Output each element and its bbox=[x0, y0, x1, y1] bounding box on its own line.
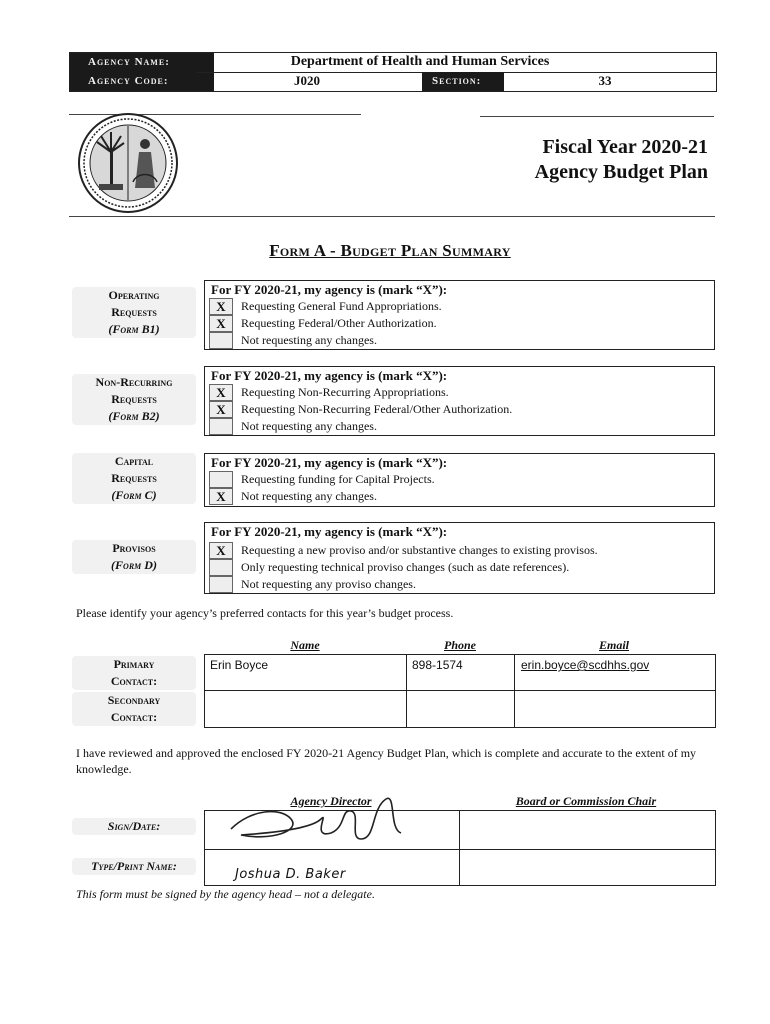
contact-phone-header: Phone bbox=[443, 638, 476, 652]
section-label-line: Provisos bbox=[112, 541, 156, 555]
agency-name-value: Department of Health and Human Services bbox=[290, 54, 550, 69]
fiscal-year-title: Fiscal Year 2020-21 bbox=[542, 136, 708, 158]
delegate-note: This form must be signed by the agency head – not a delegate. bbox=[76, 887, 375, 901]
contact-email-header: Email bbox=[598, 638, 629, 652]
section-heading: For FY 2020-21, my agency is (mark “X”): bbox=[211, 368, 448, 383]
capital-requests-box bbox=[204, 453, 715, 507]
capital-requests-label bbox=[72, 453, 196, 504]
agency-name-label: Agency Name: bbox=[70, 53, 214, 72]
section-form-ref: (Form B1) bbox=[108, 322, 160, 336]
non-recurring-requests-label bbox=[72, 374, 196, 425]
row-divider bbox=[205, 690, 715, 691]
section-label-line: Requests bbox=[111, 305, 157, 319]
option-checkbox[interactable]: X bbox=[209, 488, 233, 505]
option-label: Not requesting any proviso changes. bbox=[241, 577, 416, 591]
type-print-name-label: Type/Print Name: bbox=[72, 858, 196, 875]
section-heading: For FY 2020-21, my agency is (mark “X”): bbox=[211, 524, 448, 539]
option-label: Not requesting any changes. bbox=[241, 489, 377, 503]
col-divider bbox=[514, 655, 515, 727]
agency-code-label: Agency Code: bbox=[70, 72, 214, 91]
primary-phone-field[interactable]: 898-1574 bbox=[412, 658, 463, 672]
state-seal-icon bbox=[77, 112, 179, 214]
section-label-line: Operating bbox=[108, 288, 160, 302]
signature-table bbox=[204, 810, 716, 886]
option-label: Requesting General Fund Appropriations. bbox=[241, 299, 442, 313]
section-form-ref: (Form B2) bbox=[108, 409, 160, 423]
option-checkbox[interactable] bbox=[209, 471, 233, 488]
col-divider bbox=[459, 811, 460, 885]
sign-date-label: Sign/Date: bbox=[72, 818, 196, 835]
director-printed-name[interactable]: Joshua D. Baker bbox=[235, 867, 346, 882]
primary-email-field[interactable]: erin.boyce@scdhhs.gov bbox=[521, 658, 650, 672]
option-label: Not requesting any changes. bbox=[241, 419, 377, 433]
bottom-rule bbox=[69, 216, 715, 217]
option-checkbox[interactable]: X bbox=[209, 315, 233, 332]
contacts-table bbox=[204, 654, 716, 728]
agency-header bbox=[69, 52, 717, 92]
option-checkbox[interactable] bbox=[209, 576, 233, 593]
option-label: Only requesting technical proviso changes (such as date references). bbox=[241, 560, 570, 574]
contact-label-line: Contact: bbox=[110, 710, 158, 724]
certification-statement: I have reviewed and approved the enclosed FY 2020-21 Agency Budget Plan, which is complete and accurate to the extent of my knowledge. bbox=[76, 746, 697, 776]
option-checkbox[interactable]: X bbox=[209, 298, 233, 315]
form-title: Form A - Budget Plan Summary bbox=[269, 241, 511, 260]
section-heading: For FY 2020-21, my agency is (mark “X”): bbox=[211, 282, 448, 297]
option-label: Requesting Non-Recurring Federal/Other Authorization. bbox=[241, 402, 513, 416]
provisos-label bbox=[72, 540, 196, 574]
option-label: Requesting Federal/Other Authorization. bbox=[241, 316, 437, 330]
top-rule-right bbox=[480, 116, 714, 117]
option-checkbox[interactable] bbox=[209, 559, 233, 576]
section-label-line: Requests bbox=[111, 471, 157, 485]
budget-plan-title: Agency Budget Plan bbox=[534, 161, 708, 183]
non-recurring-requests-box bbox=[204, 366, 715, 436]
option-checkbox[interactable]: X bbox=[209, 384, 233, 401]
option-label: Requesting a new proviso and/or substantive changes to existing provisos. bbox=[241, 543, 598, 557]
section-label-line: Non-Recurring bbox=[95, 375, 173, 389]
col-divider bbox=[406, 655, 407, 727]
operating-requests-label bbox=[72, 287, 196, 338]
agency-code-value: J020 bbox=[294, 73, 320, 88]
primary-contact-label bbox=[72, 656, 196, 690]
secondary-contact-label bbox=[72, 692, 196, 726]
option-label: Requesting funding for Capital Projects. bbox=[241, 472, 435, 486]
option-checkbox[interactable]: X bbox=[209, 542, 233, 559]
section-label-line: Capital bbox=[114, 454, 154, 468]
option-checkbox[interactable] bbox=[209, 332, 233, 349]
option-checkbox[interactable]: X bbox=[209, 401, 233, 418]
section-label-line: Requests bbox=[111, 392, 157, 406]
operating-requests-box bbox=[204, 280, 715, 350]
section-value: 33 bbox=[598, 73, 612, 88]
contact-label-line: Contact: bbox=[110, 674, 158, 688]
option-label: Requesting Non-Recurring Appropriations. bbox=[241, 385, 449, 399]
agency-director-header: Agency Director bbox=[290, 794, 372, 808]
primary-name-field[interactable]: Erin Boyce bbox=[210, 658, 269, 672]
option-label: Not requesting any changes. bbox=[241, 333, 377, 347]
commission-chair-header: Board or Commission Chair bbox=[515, 794, 657, 808]
director-signature-icon[interactable] bbox=[211, 789, 431, 851]
contact-name-header: Name bbox=[290, 638, 320, 652]
option-checkbox[interactable] bbox=[209, 418, 233, 435]
section-form-ref: (Form D) bbox=[111, 558, 157, 572]
contact-label-line: Secondary bbox=[107, 693, 161, 707]
section-heading: For FY 2020-21, my agency is (mark “X”): bbox=[211, 455, 448, 470]
section-form-ref: (Form C) bbox=[111, 488, 157, 502]
provisos-box bbox=[204, 522, 715, 594]
contact-label-line: Primary bbox=[113, 657, 155, 671]
section-label: Section: bbox=[422, 72, 504, 91]
contacts-intro: Please identify your agency’s preferred contacts for this year’s budget process. bbox=[76, 606, 454, 620]
